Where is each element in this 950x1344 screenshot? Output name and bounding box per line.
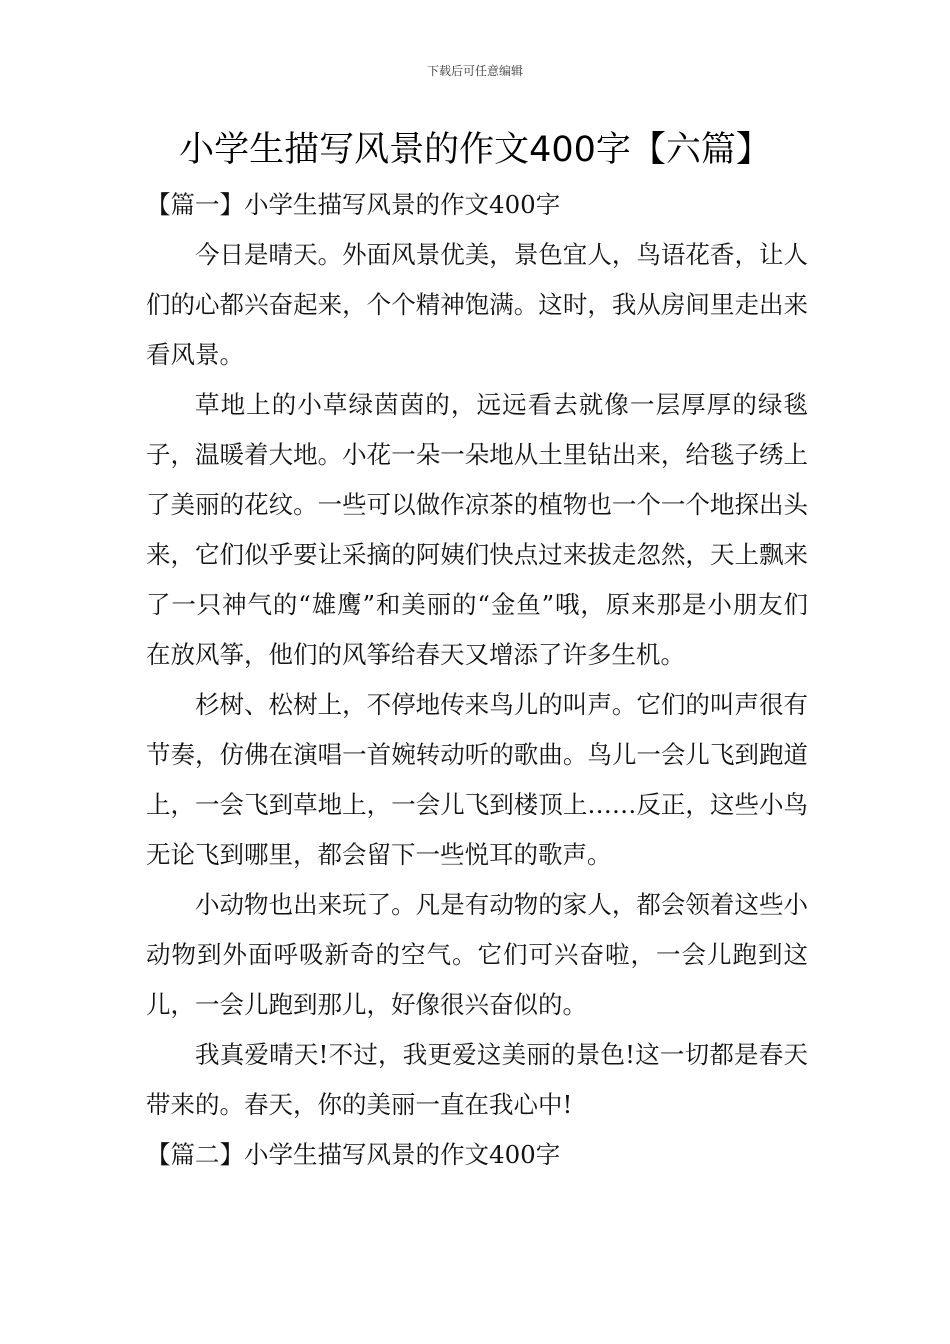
section-heading-1: 【篇一】小学生描写风景的作文400字 <box>146 190 561 219</box>
document-body <box>146 180 808 1180</box>
paragraph: 今日是晴天。外面风景优美，景色宜人，鸟语花香，让人们的心都兴奋起来，个个精神饱满。这时，我从房间里走出来看风景。 <box>146 240 808 369</box>
paragraph: 我真爱晴天!不过，我更爱这美丽的景色!这一切都是春天带来的。春天，你的美丽一直在我心中! <box>146 1040 808 1119</box>
paragraph: 草地上的小草绿茵茵的，远远看去就像一层厚厚的绿毯子，温暖着大地。小花一朵一朵地从土里钻出来，给毯子绣上了美丽的花纹。一些可以做作凉茶的植物也一个一个地探出头来，它们似乎要让采摘的阿姨们快点过来拔走忽然，天上飘来了一只神气的“雄鹰”和美丽的“金鱼”哦，原来那是小朋友们在放风筝，他们的风筝给春天又增添了许多生机。 <box>146 390 808 669</box>
section-heading-2: 【篇二】小学生描写风景的作文400字 <box>146 1140 561 1169</box>
paragraph: 小动物也出来玩了。凡是有动物的家人，都会领着这些小动物到外面呼吸新奇的空气。它们可兴奋啦，一会儿跑到这儿，一会儿跑到那儿，好像很兴奋似的。 <box>146 890 808 1019</box>
page-title: 小学生描写风景的作文400字【六篇】 <box>179 130 771 170</box>
paragraph: 杉树、松树上，不停地传来鸟儿的叫声。它们的叫声很有节奏，仿佛在演唱一首婉转动听的歌曲。鸟儿一会儿飞到跑道上，一会飞到草地上，一会儿飞到楼顶上……反正，这些小鸟无论飞到哪里，都会留下一些悦耳的歌声。 <box>146 690 808 869</box>
header-note: 下载后可任意编辑 <box>426 64 523 78</box>
